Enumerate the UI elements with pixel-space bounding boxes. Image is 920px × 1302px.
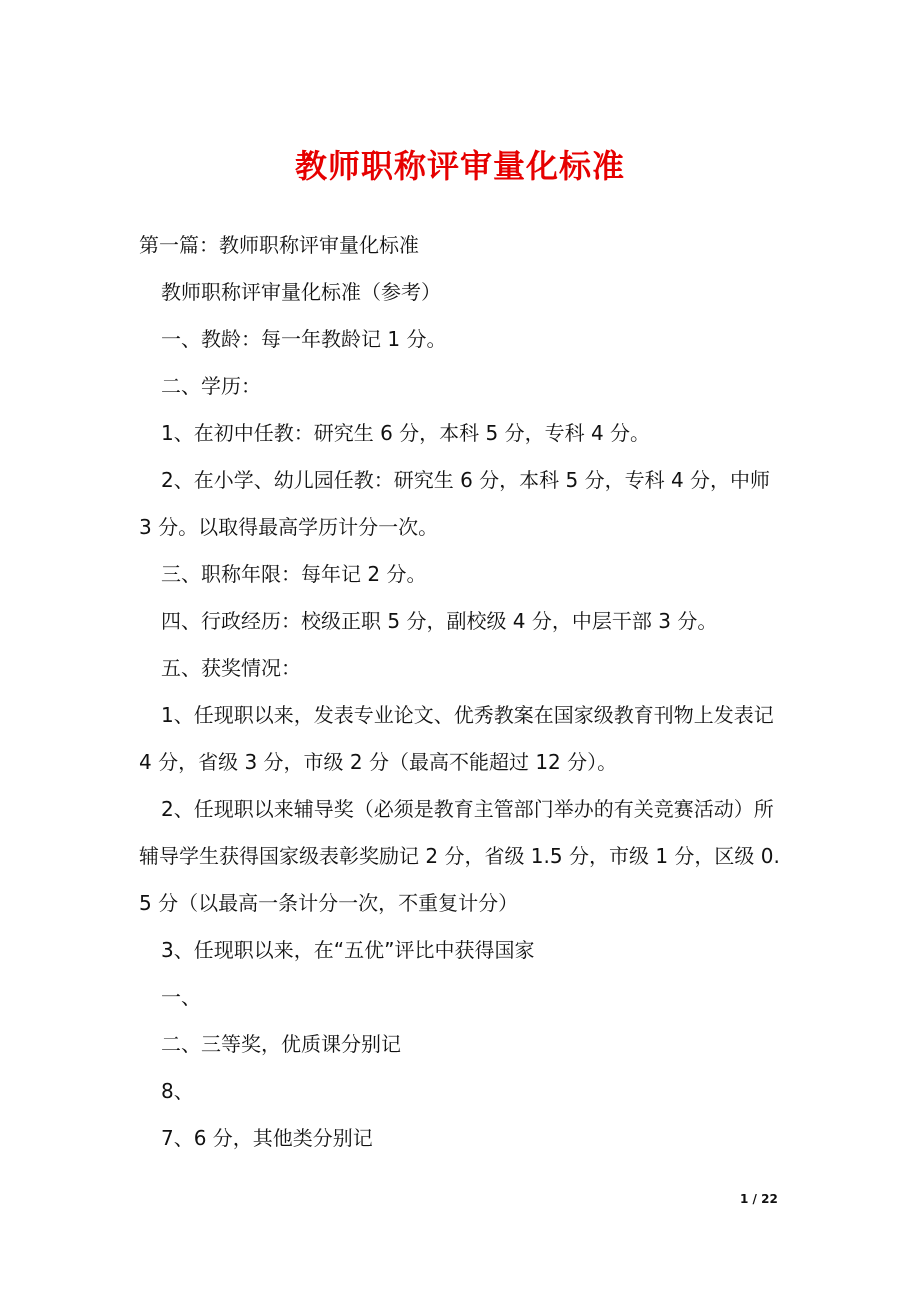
paragraph-awards-coaching: 2、任现职以来辅导奖（必须是教育主管部门举办的有关竞赛活动）所辅导学生获得国家级表彰奖励记 2 分，省级 1.5 分，市级 1 分，区级 0.5 分（以最高一条计分一次，不重复计分） bbox=[139, 797, 780, 915]
paragraph-fragment-eight: 8、 bbox=[161, 1079, 194, 1103]
document-title: 教师职称评审量化标准 bbox=[294, 147, 625, 185]
paragraph-part-heading: 第一篇：教师职称评审量化标准 bbox=[139, 233, 419, 257]
paragraph-education-junior-high: 1、在初中任教：研究生 6 分，本科 5 分，专科 4 分。 bbox=[161, 421, 651, 445]
paragraph-subtitle: 教师职称评审量化标准（参考） bbox=[161, 280, 441, 304]
paragraph-awards-five-excellence: 3、任现职以来，在“五优”评比中获得国家 bbox=[161, 938, 535, 962]
page-number: 1 / 22 bbox=[740, 1192, 778, 1206]
paragraph-admin-experience: 四、行政经历：校级正职 5 分，副校级 4 分，中层干部 3 分。 bbox=[161, 609, 718, 633]
paragraph-title-years: 三、职称年限：每年记 2 分。 bbox=[161, 562, 427, 586]
paragraph-awards-papers: 1、任现职以来，发表专业论文、优秀教案在国家级教育刊物上发表记 4 分，省级 3 分，市级 2 分（最高不能超过 12 分）。 bbox=[139, 703, 774, 774]
paragraph-fragment-seven: 7、6 分，其他类分别记 bbox=[161, 1126, 373, 1150]
paragraph-teaching-years: 一、教龄：每一年教龄记 1 分。 bbox=[161, 327, 447, 351]
paragraph-awards-heading: 五、获奖情况： bbox=[161, 656, 301, 680]
paragraph-education-primary: 2、在小学、幼儿园任教：研究生 6 分，本科 5 分，专科 4 分，中师 3 分。以取得最高学历计分一次。 bbox=[139, 468, 771, 539]
document-body bbox=[139, 222, 784, 1162]
paragraph-fragment-one: 一、 bbox=[161, 985, 201, 1009]
paragraph-education-heading: 二、学历： bbox=[161, 374, 261, 398]
paragraph-fragment-two: 二、三等奖，优质课分别记 bbox=[161, 1032, 401, 1056]
